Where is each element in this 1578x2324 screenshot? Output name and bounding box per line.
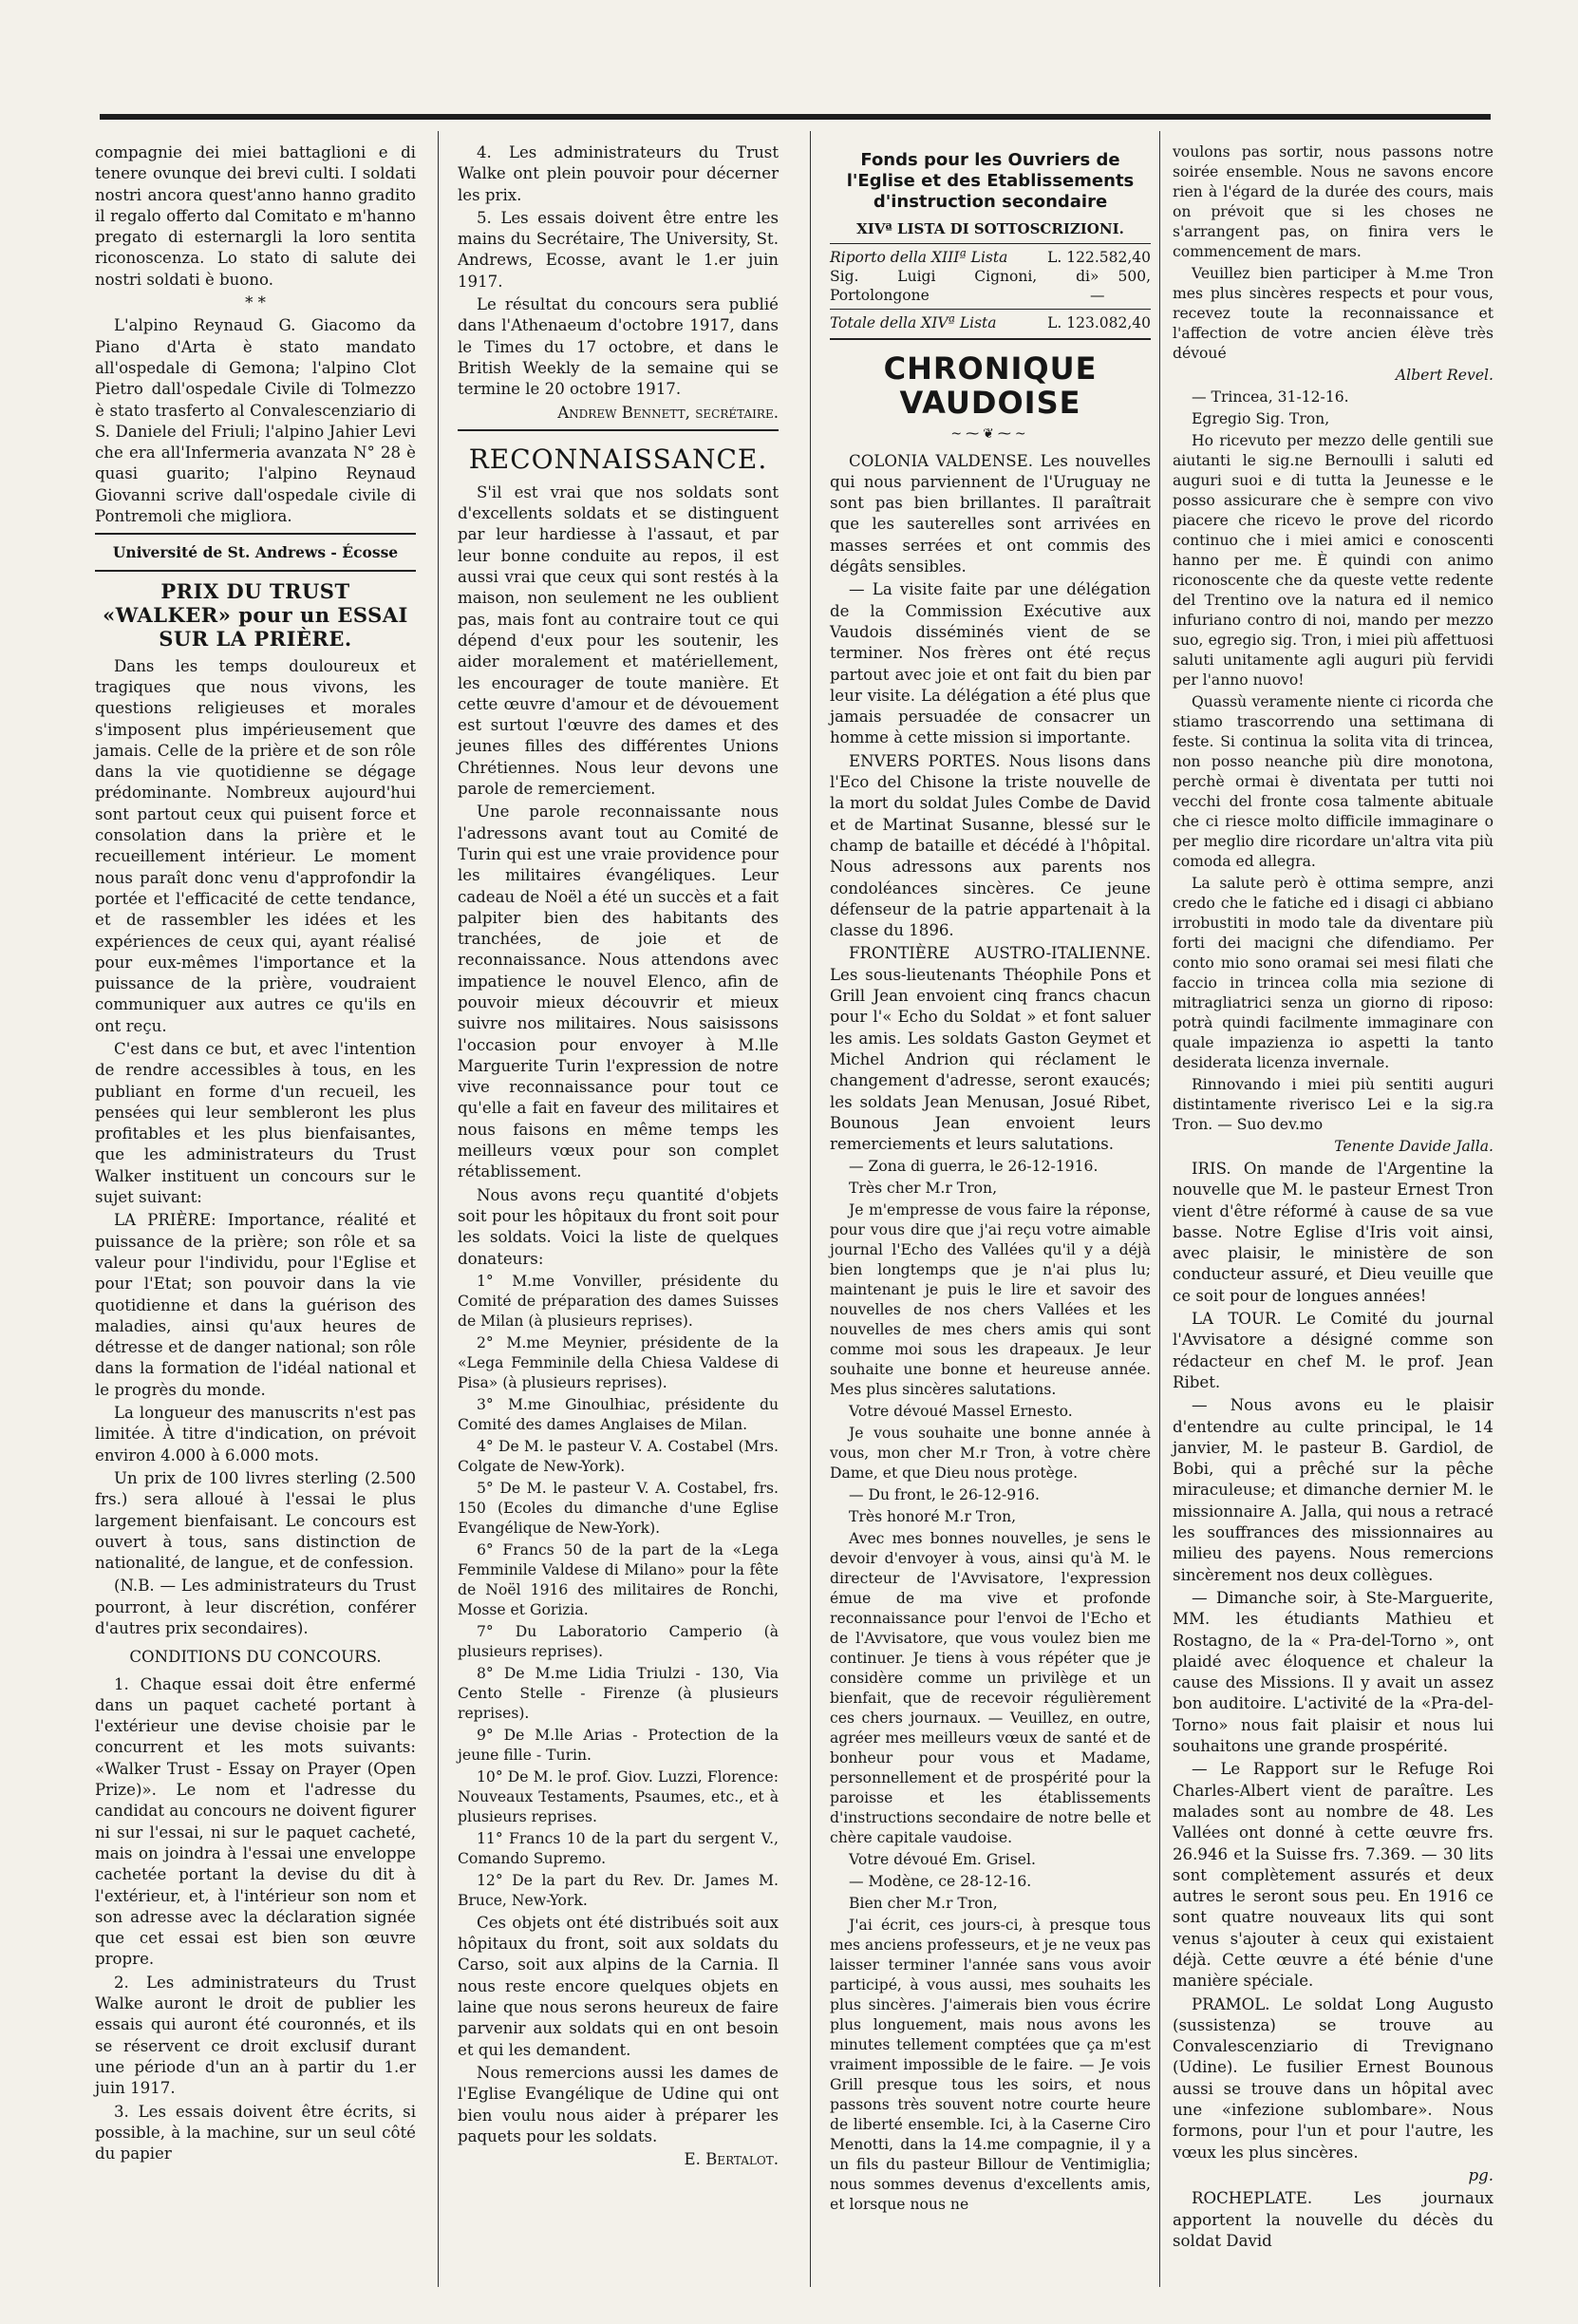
subheading-lista: XIVª LISTA DI SOTTOSCRIZIONI. — [856, 220, 1124, 237]
paragraph: L'alpino Reynaud G. Giacomo da Piano d'Arta è stato mandato all'ospedale di Gemona; l'alpino Clot Pietro dall'ospedale Civile di Tolmezzo è stato trasferto al Convalescenziario di S. Daniele del Friuli; l'alpino Jahier Levi che era all'Infermeria avanzata N° 28 è quasi guarito; l'alpino Reynaud Giovanni scrive dall'ospedale civile di Pontremoli che migliora. — [95, 316, 416, 526]
letter-salutation: Bien cher M.r Tron, — [849, 1895, 998, 1913]
ledger-row — [830, 248, 1151, 267]
section-rule — [830, 309, 1151, 310]
letter-body: Avec mes bonnes nouvelles, je sens le devoir d'envoyer à vous, ainsi qu'à M. le directeur de l'Avvisatore, l'expression émue de ma vive et profonde reconnaissance pour l'envoi de l'Echo et de l'Avvisatore, que vous voulez bien me continuer. Je tiens à vous répéter que je considère comme un privilège et un bienfait, que de recevoir régulièrement ces chers journaux. — Veuillez, en outre, agréer mes meilleurs vœux de santé et de bonheur pour vous et Madame, personnellement et de prospérité pour la paroisse et les établissements d'instructions secondaire de notre belle et chère capitale vaudoise. — [830, 1530, 1151, 1847]
paragraph: Ces objets ont été distribués soit aux hôpitaux du front, soit aux soldats du Carso, soit aux alpins de la Carnia. Il nous reste encore quelques objets en laine que nous serons heureux de faire parvenir aux soldats qui en ont besoin et qui les demandent. — [458, 1913, 779, 2059]
letter-salutation: Très honoré M.r Tron, — [849, 1508, 1017, 1526]
letter-body: Veuillez bien participer à M.me Tron mes plus sincères respects et pour vous, recevez toute la reconnaissance et l'affection de votre ancien élève très dévoué — [1173, 265, 1493, 362]
top-rule — [100, 114, 1491, 120]
paragraph: — Nous avons eu le plaisir d'entendre au culte principal, le 14 janvier, M. le pasteur B. Gardiol, de Bobi, qui a prêché sur la pêche miraculeuse; et dimanche dernier M. le missionnaire A. Jalla, qui nous a retracé les souffrances des missionnaires au milieu des payens. Nous remercions sincèrement nos deux collègues. — [1173, 1396, 1493, 1584]
article-title-prix: PRIX DU TRUST «WALKER» pour un ESSAI SUR LA PRIÈRE. — [103, 578, 408, 651]
letter-body: Quassù veramente niente ci ricorda che stiamo trascorrendo una settimana di feste. Si continua la solita vita di trincea, non posso neanche più dire monotona, perchè ormai è diventata per tutti noi vecchi del fronte cosa talmente abituale che ci riesce molto difficile immaginare o per meglio dire ricordare un'altra vita più comoda ed allegra. — [1173, 693, 1493, 870]
ledger-value: L. 123.082,40 — [1047, 314, 1151, 332]
paragraph: LA PRIÈRE: Importance, réalité et puissance de la prière; son rôle et sa valeur pour l'individu, pour l'Eglise et pour l'Etat; son pouvoir dans la vie quotidienne et dans la guérison des maladies, ainsi qu'aux heures de détresse et de danger national; son rôle dans la formation de l'idéal national et le progrès du monde. — [95, 1211, 416, 1399]
article-title-fonds: Fonds pour les Ouvriers de l'Eglise et des Etablissements d'instruction secondaire — [846, 150, 1135, 212]
paragraph: ENVERS PORTES. Nous lisons dans l'Eco del Chisone la triste nouvelle de la mort du soldat Jules Combe de David et de Martinat Susanne, blessé sur le champ de bataille et décédé à l'hôpital. Nous adressons aux parents nos condoléances sincères. Ce jeune défenseur de la patrie appartenait à la classe du 1896. — [830, 751, 1151, 940]
subheading-conditions: CONDITIONS DU CONCOURS. — [129, 1648, 382, 1667]
paragraph: 4. Les administrateurs du Trust Walke ont plein pouvoir pour décerner les prix. — [458, 143, 779, 204]
paragraph: LA TOUR. Le Comité du journal l'Avvisatore a désigné comme son rédacteur en chef M. le prof. Jean Ribet. — [1173, 1310, 1493, 1391]
list-item: 6° Francs 50 de la part de la «Lega Femminile Valdese di Milano» pour la fête de Noël 1916 des militaires de Ronchi, Mosse et Gorizia. — [458, 1540, 779, 1618]
paragraph: La longueur des manuscrits n'est pas limitée. À titre d'indication, on prévoit environ 4.000 à 6.000 mots. — [95, 1404, 416, 1464]
paragraph: 1. Chaque essai doit être enfermé dans un paquet cacheté portant à l'extérieur une devise choisie par le concurrent et les mots suivants: «Walker Trust - Essay on Prayer (Open Prize)». Le nom et l'adresse du candidat au concours ne doivent figurer ni sur l'essai, ni sur le paquet cacheté, mais on joindra à l'essai une enveloppe cachetée portant la devise du dit à l'extérieur, et, à l'intérieur son nom et son adresse avec la déclaration signée que cet essai est bien son œuvre propre. — [95, 1674, 416, 1969]
column-1 — [95, 142, 416, 2166]
ledger-label: Riporto della XIIIª Lista — [830, 249, 1008, 267]
letter-salutation: Egregio Sig. Tron, — [1192, 410, 1330, 427]
list-item: 7° Du Laboratorio Camperio (à plusieurs reprises). — [458, 1622, 779, 1660]
list-item: 5° De M. le pasteur V. A. Costabel, frs. 150 (Ecoles du dimanche d'une Eglise Evangélique de New-York). — [458, 1479, 779, 1537]
list-item: 1° M.me Vonviller, présidente du Comité de préparation des dames Suisses de Milan (à plusieurs reprises). — [458, 1272, 779, 1330]
section-rule — [830, 338, 1151, 340]
paragraph: — Dimanche soir, à Ste-Marguerite, MM. les étudiants Mathieu et Rostagno, de la « Pra-del-Torno », ont plaidé avec éloquence et chaleur la cause des Missions. Il y avait un assez bon auditoire. L'activité de la «Pra-del-Torno» nous fait plaisir et nous lui souhaitons une grande prospérité. — [1173, 1588, 1493, 1756]
paragraph: (N.B. — Les administrateurs du Trust pourront, à leur discrétion, conférer d'autres prix secondaires). — [95, 1577, 416, 1637]
letter-salutation: Très cher M.r Tron, — [849, 1180, 998, 1198]
column-divider-2 — [810, 131, 811, 2287]
article-title-reconnaissance: RECONNAISSANCE. — [468, 443, 768, 475]
column-4 — [1173, 142, 1493, 2254]
paragraph: Nous remercions aussi les dames de l'Eglise Evangélique de Udine qui ont bien voulu nous aider à préparer les paquets pour les soldats. — [458, 2063, 779, 2145]
signature: E. Bertalot. — [684, 2150, 779, 2169]
letter-body: Je vous souhaite une bonne année à vous, mon cher M.r Tron, à votre chère Dame, et que Dieu nous protège. — [830, 1425, 1151, 1483]
signature: pg. — [1468, 2165, 1493, 2184]
column-divider-3 — [1159, 131, 1160, 2287]
section-stars: * * — [245, 293, 266, 312]
ledger-label: Totale della XIVª Lista — [830, 314, 997, 332]
section-rule — [95, 533, 416, 535]
list-item: 2° M.me Meynier, présidente de la «Lega Femminile della Chiesa Valdese di Pisa» (à plusieurs reprises). — [458, 1333, 779, 1391]
ledger-value: » 500,— — [1090, 268, 1151, 305]
column-divider-1 — [438, 131, 439, 2287]
list-item: 10° De M. le prof. Giov. Luzzi, Florence: Nouveaux Testaments, Psaumes, etc., et à plusieurs reprises. — [458, 1767, 779, 1825]
section-rule — [458, 429, 779, 431]
paragraph: 2. Les administrateurs du Trust Walke auront le droit de publier les essais qui auront été couronnés, et ils se réservent ce droit exclusif durant une période d'un an à partir du 1.er juin 1917. — [95, 1973, 416, 2098]
paragraph: — La visite faite par une délégation de la Commission Exécutive aux Vaudois disséminés vient de se terminer. Nos frères ont été reçus partout avec joie et ont fait du bien par leur visite. La délégation a été plus que jamais persuadée de consacrer un homme à cette mission si importante. — [830, 580, 1151, 747]
ledger-value: L. 122.582,40 — [1047, 249, 1151, 267]
letter-signature: Albert Revel. — [1395, 367, 1493, 384]
letter-dateline: — Modène, ce 28-12-16. — [849, 1873, 1032, 1891]
section-kicker: Université de St. Andrews - Écosse — [112, 543, 399, 562]
letter-body: La salute però è ottima sempre, anzi credo che le fatiche ed i disagi ci abbiano irrobustiti in modo tale da diventare più forti dei macigni che difendiamo. Per conto mio sono oramai sei mesi filati che faccio in trincea colla mia sezione di mitragliatrici senza un giorno di riposo: potrà quindi facilmente immaginare con quale impazienza io aspetti la tanto desiderata licenza invernale. — [1173, 875, 1493, 1071]
signature: Andrew Bennett, secrétaire. — [557, 403, 779, 422]
list-item: 12° De la part du Rev. Dr. James M. Bruce, New-York. — [458, 1871, 779, 1909]
column-2 — [458, 142, 779, 2172]
letter-body: voulons pas sortir, nous passons notre soirée ensemble. Nous ne savons encore rien à l'égard de la durée des cours, mais on prévoit que si les choses ne s'arrangent pas, on finira vers le commencement de mars. — [1173, 143, 1493, 260]
list-item: 11° Francs 10 de la part du sergent V., Comando Supremo. — [458, 1829, 779, 1867]
paragraph: Une parole reconnaissante nous l'adressons avant tout au Comité de Turin qui est une vraie providence pour les militaires évangéliques. Leur cadeau de Noël a été un succès et a fait palpiter bien des habitants des tranchées, de joie et de reconnaissance. Nous attendons avec impatience le nouvel Elenco, afin de pouvoir mieux découvrir et mieux suivre nos militaires. Nous saisissons l'occasion pour envoyer à M.lle Marguerite Turin l'expression de notre vive reconnaissance pour tout ce qu'elle a fait en faveur des militaires et nous faisons en même temps les meilleurs vœux pour son complet rétablissement. — [458, 803, 779, 1181]
ledger-row — [830, 267, 1151, 305]
letter-dateline: — Zona di guerra, le 26-12-1916. — [849, 1158, 1099, 1176]
paragraph: S'il est vrai que nos soldats sont d'excellents soldats et se distinguent par leur hardiesse à l'assaut, et par leur bonne conduite au repos, il est aussi vrai que ceux qui sont restés à la maison, non seulement ne les oublient pas, mais font au contraire tout ce qui dépend d'eux pour les soutenir, les aider moralement et matériellement, les encourager de toute manière. Et cette œuvre d'amour et de dévouement est surtout l'œuvre des dames et des jeunes filles des différentes Unions Chrétiennes. Nous leur devons une parole de remerciement. — [458, 482, 779, 799]
paragraph: 3. Les essais doivent être écrits, si possible, à la machine, sur un seul côté du papier — [95, 2102, 416, 2163]
letter-signature: Votre dévoué Em. Grisel. — [849, 1851, 1036, 1869]
letter-dateline: — Trincea, 31-12-16. — [1192, 388, 1349, 406]
paragraph: Le résultat du concours sera publié dans l'Athenaeum d'octobre 1917, dans le Times du 17 octobre, et dans le British Weekly de la semaine qui se termine le 20 octobre 1917. — [458, 295, 779, 399]
section-rule — [95, 570, 416, 572]
paragraph: IRIS. On mande de l'Argentine la nouvelle que M. le pasteur Ernest Tron vient d'être réformé à cause de sa vue basse. Notre Eglise d'Iris voit ainsi, avec plaisir, le ministère de son conducteur assuré, et Dieu veuille que ce soit pour de longues années! — [1173, 1160, 1493, 1305]
paragraph: compagnie dei miei battaglioni e di tenere ovunque dei brevi culti. I soldati nostri ancora quest'anno hanno gradito il regalo offerto dal Comitato e m'hanno pregato di esternargli la loro sentita riconoscenza. Lo stato di salute dei nostri soldati è buono. — [95, 143, 416, 289]
letter-body: Rinnovando i miei più sentiti auguri distintamente riveriscо Lei e la sig.ra Tron. — Suo dev.mo — [1173, 1076, 1493, 1133]
paragraph: PRAMOL. Le soldat Long Augusto (sussistenza) se trouve au Convalescenziario di Trevignano (Udine). Le fusilier Ernest Bounous aussi se trouve dans un hôpital avec une «infezione sublombare». Nous formons, pour l'un et pour l'autre, les vœux les plus sincères. — [1173, 1994, 1493, 2162]
ledger-label: Sig. Luigi Cignoni, di Portolongone — [830, 268, 1090, 305]
article-title-chronique: CHRONIQUE VAUDOISE — [883, 350, 1098, 422]
paragraph: — Le Rapport sur le Refuge Roi Charles-Albert vient de paraître. Les malades sont au nombre de 48. Les Vallées ont donné à cette œuvre frs. 26.946 et la Suisse frs. 7.369. — 30 lits sont complètement assurés et deux autres le seront sous peu. En 1916 ce sont quatre nouveaux lits qui sont venus s'ajouter à ceux qui existaient déjà. Cette œuvre a été bénie d'une manière spéciale. — [1173, 1760, 1493, 1991]
paragraph: ROCHEPLATE. Les journaux apportent la nouvelle du décès du soldat David — [1173, 2189, 1493, 2250]
list-item: 3° M.me Ginoulhiac, présidente du Comité des dames Anglaises de Milan. — [458, 1395, 779, 1433]
paragraph: Dans les temps douloureux et tragiques que nous vivons, les questions religieuses et morales s'imposent plus impérieusement que jamais. Celle de la prière et de son rôle dans la vie quotidienne se dégage prédominante. Nombreux aujourd'hui sont partout ceux qui puisent force et consolation dans la prière et le recueillement intérieur. Le moment nous paraît donc venu d'approfondir la portée et l'efficacité de cette tendance, et de rassembler les idées et les expériences de ceux qui, ayant réalisé pour eux-mêmes l'importance et la puissance de la prière, voudraient communiquer aux autres ce qu'ils en ont reçu. — [95, 656, 416, 1035]
ornament-flourish-icon: ~⁓❦⁓~ — [950, 426, 1030, 443]
letter-body: J'ai écrit, ces jours-ci, à presque tous mes anciens professeurs, et je ne veux pas laisser terminer l'année sans vous avoir participé, à vous aussi, mes souhaits les plus sincères. J'aimerais bien vous écrire plus longuement, mais nous avons les minutes tellement comptées que ça m'est vraiment impossible de le faire. — Je vois Grill presque tous les soirs, et nous passons très souvent notre courte heure de liberté ensemble. Ici, à la Caserne Ciro Menotti, dans la 14.me compagnie, il y a un fils du pasteur Billour de Ventimiglia; nous sommes devenus d'excellents amis, et lorsque nous ne — [830, 1917, 1151, 2214]
letter-dateline: — Du front, le 26-12-916. — [849, 1486, 1041, 1504]
list-item: 8° De M.me Lidia Triulzi - 130, Via Cento Stelle - Firenze (à plusieurs reprises). — [458, 1664, 779, 1722]
paragraph: C'est dans ce but, et avec l'intention de rendre accessibles à tous, en les publiant en forme d'un recueil, les pensées qui leur sembleront les plus profitables et les plus bienfaisantes, que les administrateurs du Trust Walker instituent un concours sur le sujet suivant: — [95, 1039, 416, 1207]
paragraph: FRONTIÈRE AUSTRO-ITALIENNE. Les sous-lieutenants Théophile Pons et Grill Jean envoient cinq francs chacun pour l'« Echo du Soldat » et font saluer les amis. Les soldats Gaston Geymet et Michel Andrion qui réclament le changement d'adresse, seront exaucés; les soldats Jean Menusan, Josué Ribet, Bounous Jean envoient leurs remerciements et leurs salutations. — [830, 944, 1151, 1154]
ledger-row — [830, 313, 1151, 332]
list-item: 9° De M.lle Arias - Protection de la jeune fille - Turin. — [458, 1726, 779, 1764]
column-3 — [830, 142, 1151, 2217]
paragraph: COLONIA VALDENSE. Les nouvelles qui nous parviennent de l'Uruguay ne sont pas bien brillantes. Il paraîtrait que les sauterelles sont arrivées en masses serrées et ont commis des dégâts sensibles. — [830, 451, 1151, 576]
paragraph: Nous avons reçu quantité d'objets soit pour les hôpitaux du front soit pour les soldats. Voici la liste de quelques donateurs: — [458, 1185, 779, 1268]
paragraph: Un prix de 100 livres sterling (2.500 frs.) sera alloué à l'essai le plus largement bienfaisant. Le concours est ouvert à tous, sans distinction de nationalité, de langue, et de confession. — [95, 1468, 416, 1573]
letter-body: Je m'empresse de vous faire la réponse, pour vous dire que j'ai reçu votre aimable journal l'Echo des Vallées qu'il y a déjà bien longtemps que je n'ai plus lu; maintenant je puis le lire et savoir des nouvelles de nos chers Vallées et les nouvelles de mes chers amis qui sont comme moi sous les drapeaux. Je leur souhaite une bonne et heureuse année. Mes plus sincères salutations. — [830, 1201, 1151, 1399]
letter-signature: Votre dévoué Massel Ernesto. — [849, 1403, 1073, 1421]
letter-signature: Tenente Davide Jalla. — [1334, 1138, 1493, 1155]
paragraph: 5. Les essais doivent être entre les mains du Secrétaire, The University, St. Andrews, Ecosse, avant le 1.er juin 1917. — [458, 208, 779, 291]
list-item: 4° De M. le pasteur V. A. Costabel (Mrs. Colgate de New-York). — [458, 1437, 779, 1475]
section-rule — [830, 243, 1151, 244]
letter-body: Ho ricevuto per mezzo delle gentili sue aiutanti le sig.ne Bernoulli i saluti ed auguri suoi e di tutta la Jeunesse e le posso assicurare che è sempre con vivo piacere che ricevo le prove del ricordo continuo che i miei amici e conoscenti hanno per me. È quindi con animo riconoscente che da queste vette redente del Trentino ove la natura ed il nemico infuriano contro di noi, mando per mezzo suo, egregio sig. Tron, i miei più affettuosi saluti unitamente agli auguri più fervidi per l'anno nuovo! — [1173, 432, 1493, 689]
